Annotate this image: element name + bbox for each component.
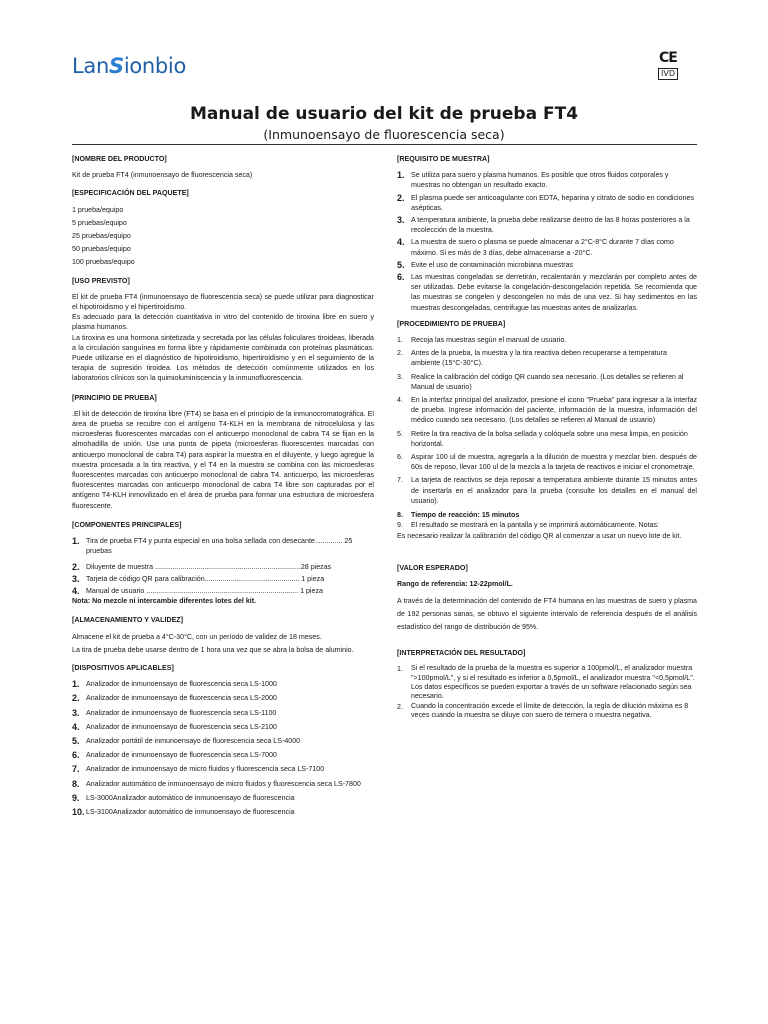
list-item: 8. Tiempo de reacción: 15 minutos [397, 511, 520, 520]
test-procedure-heading: [PROCEDIMIENTO DE PRUEBA] [397, 319, 506, 328]
list-item: 3. Tarjeta de código QR para calibración................................................ 1 pieza [72, 573, 325, 584]
expected-value-heading: [VALOR ESPERADO] [397, 563, 468, 572]
list-item: 6. Las muestras congeladas se derretirán, recalentarán y mezclarán por completo antes de ser utilizadas. Debe evitarse la congelación-descongelación repetida. Se recomienda que las muestras se congelen y descongelen no más de una vez. Si hay sedimentos en las muestras descongeladas, centrifugue las muestras antes de analizarlas. [397, 272, 697, 312]
list-item: 5. Retire la tira reactiva de la bolsa sellada y colóquela sobre una mesa limpia, en posición horizontal. [397, 429, 688, 448]
result-note: Es necesario realizar la calibración del código QR al comenzar a usar un nuevo lote de kit. [397, 531, 682, 540]
list-item: 2. Cuando la concentración excede el límite de detección, la regla de dilución máxima es 8 veces cuando la muestra se diluye con suero de ternera o muestra negativa. [397, 702, 689, 720]
intended-use-paragraph: Es adecuado para la detección cuantitativa in vitro del contenido de tiroxina libre en suero y plasma humanos. [72, 313, 374, 332]
list-item: 3. Analizador de inmunoensayo de fluorescencia seca LS-1100 [72, 707, 277, 718]
list-item: 2. El plasma puede ser anticoagulante con EDTA, heparina y citrato de sodio en condiciones asépticas. [397, 192, 695, 212]
test-principle-paragraph: .El kit de detección de tiroxina libre (FT4) se basa en el principio de la inmunocromatográfica. El área de prueba se recubre con el antígeno T4-KLH en la membrana de nitrocelulosa y las microesferas fluorescentes marcadas con el anticuerpo monoclonal de cabra T4 se fijan en la almohadilla de unión. Use una punta de pipeta (microesferas fluorescentes marcadas con anticuerpo monoclonal de cabra T4) para aspirar la muestra en el diluyente, y luego agregue la muestra procesada a la tira reactiva, y el T4 en la muestra se combina con las microesferas fluorescentes marcadas con anticuerpo monoclonal de cabra T4. anticuerpo, las microesferas fluorescentes marcadas con anticuerpo monoclonal de cabra T4 libre son capturadas por el antígeno T4-KLH inmovilizado en el área de prueba para formar una estructura de microesfera fluorescente. [72, 409, 374, 510]
list-item: 1. Se utiliza para suero y plasma humanos. Es posible que otros fluidos corporales y muestras no obtengan un resultado exacto. [397, 170, 669, 190]
list-item: 6. Aspirar 100 ul de muestra, agregarla a la dilución de muestra y mezclar bien. después de 60s de reposo, llevar 100 ul de la mezcla a la tarjeta de reactivos e iniciar el cronometraje. [397, 453, 697, 472]
result-interpretation-heading: [INTERPRETACIÓN DEL RESULTADO] [397, 649, 526, 658]
ce-mark: CE [659, 50, 677, 66]
list-item: 2. Antes de la prueba, la muestra y la tira reactiva deben recuperarse a temperatura ambiente (15°C-30°C). [397, 349, 667, 368]
intended-use-heading: [USO PREVISTO] [72, 276, 130, 285]
test-procedure-list [397, 335, 697, 530]
list-item: 2. Analizador de inmunoensayo de fluorescencia seca LS-2000 [72, 693, 277, 704]
list-item: 5. Evite el uso de contaminación microbiana muestras [397, 259, 574, 270]
list-item: 1. Analizador de inmunoensayo de fluorescencia seca LS-1000 [72, 679, 277, 690]
product-name-heading: [NOMBRE DEL PRODUCTO] [72, 155, 167, 163]
ivd-mark: IVD [658, 68, 678, 80]
title-divider [72, 144, 697, 145]
list-item: 4. Manual de usuario ............................................................................. 1 pieza [72, 585, 323, 596]
main-components-heading: [COMPONENTES PRINCIPALES] [72, 520, 182, 529]
test-principle-heading: [PRINCIPIO DE PRUEBA] [72, 393, 157, 402]
sample-requirement-heading: [REQUISITO DE MUESTRA] [397, 155, 490, 163]
list-item: 4. Analizador de inmunoensayo de fluorescencia seca LS-2100 [72, 721, 277, 732]
applicable-devices-heading: [DISPOSITIVOS APLICABLES] [72, 663, 174, 672]
product-name-text: Kit de prueba FT4 (inmunoensayo de fluorescencia seca) [72, 171, 253, 180]
document-title: Manual de usuario del kit de prueba FT4 [189, 104, 579, 124]
list-item: 8. Analizador automático de inmunoensayo de micro fluidos y fluorescencia seca LS-7800 [72, 778, 361, 789]
list-item: 3. Realice la calibración del código QR cuando sea necesario. (Los detalles se refieren al Manual de usuario) [397, 372, 684, 391]
intended-use-paragraph: La tiroxina es una hormona sintetizada y secretada por las células foliculares tiroideas, liberada a la circulación sanguínea en forma libre y rápidamente combinada con proteínas plasmáticas. Puede utilizarse en el diagnóstico de hipotiroidismo, hipertiroidismo y en el seguimiento de la terapia de supresión tiroidea. Los métodos de detección comúnmente utilizados en los laboratorios clínicos son la quimioluminiscencia y la inmunofluorescencia. [72, 333, 374, 383]
result-interpretation-list [397, 664, 697, 720]
list-item: 2. Diluyente de muestra ..........................................................................28 piezas [72, 561, 332, 572]
sample-requirement-list [397, 170, 697, 313]
components-note: Nota: No mezcle ni intercambie diferentes lotes del kit. [72, 597, 257, 606]
storage-paragraph: Almacene el kit de prueba a 4°C-30°C, con un período de validez de 18 meses. [72, 632, 322, 641]
list-item: 7. La tarjeta de reactivos se deja reposar a temperatura ambiente durante 15 minutos antes de insertarla en el analizador para la prueba (consulte los detalles en el manual del usuario). [397, 476, 697, 505]
storage-heading: [ALMACENAMIENTO Y VALIDEZ] [72, 616, 184, 625]
storage-paragraph: La tira de prueba debe usarse dentro de 1 hora una vez que se abra la bolsa de aluminio. [72, 645, 354, 654]
package-spec-item: 25 pruebas/equipo [72, 232, 131, 241]
package-spec-item: 50 pruebas/equipo [72, 245, 131, 254]
document-subtitle: (Inmunoensayo de fluorescencia seca) [263, 127, 505, 142]
list-item: 1. Recoja las muestras según el manual de usuario. [397, 336, 567, 345]
devices-list [72, 679, 374, 817]
list-item: 5. Analizador portátil de inmunoensayo de fluorescencia seca LS-4000 [72, 735, 301, 746]
list-item: 7. Analizador de inmunoensayo de micro fluidos y fluorescencia seca LS-7100 [72, 764, 325, 775]
list-item: 6. Analizador de inmunoensayo de fluorescencia seca LS-7000 [72, 750, 277, 761]
package-spec-item: 100 pruebas/equipo [72, 258, 135, 267]
list-item: 10. LS-3100Analizador automático de inmunoensayo de fluorescencia [72, 806, 295, 817]
package-spec-item: 5 pruebas/equipo [72, 218, 127, 227]
list-item: 1. Tira de prueba FT4 y punta especial en una bolsa sellada con desecante.............. 25 pruebas [72, 536, 353, 556]
components-list [72, 536, 374, 596]
intended-use-paragraph: El kit de prueba FT4 (inmunoensayo de fluorescencia seca) se puede utilizar para diagnosticar el hipotiroidismo y el hipertiroidismo. [72, 292, 374, 312]
list-item: 3. A temperatura ambiente, la prueba debe realizarse dentro de las 8 horas posteriores a la recolección de la muestra. [397, 215, 690, 235]
list-item: 1. Si el resultado de la prueba de la muestra es superior a 100pmol/L, el analizador muestra ">100pmol/L", y si el resultado es inferior a 0,5pmol/L, el analizador muestra "<0,5pmol/L". Los datos específicos se pueden exportar a través de un software relacionado según sea necesario. [397, 664, 695, 700]
right-column [397, 148, 697, 723]
package-spec-item: 1 prueba/equipo [72, 205, 124, 214]
list-item: 4. La muestra de suero o plasma se puede almacenar a 2°C-8°C durante 7 días como máximo. Si es más de 3 días, debe almacenarse a -20°C. [397, 237, 674, 257]
expected-value-paragraph: A través de la determinación del contenido de FT4 humana en las muestras de suero y plasma de 192 personas sanas, se obtuvo el siguiente intervalo de referencia después de el análisis estadístico del rango de distribución de 95%. [397, 597, 697, 632]
reference-range: Rango de referencia: 12-22pmol/L. [397, 579, 513, 588]
left-column [72, 148, 374, 819]
list-item: 9. El resultado se mostrará en la pantalla y se imprimirá automáticamente. Notas: [397, 521, 659, 530]
list-item: 9. LS-3000Analizador automático de inmunoensayo de fluorescencia [72, 792, 295, 803]
brand-logo: LanSionbio [72, 54, 187, 78]
package-spec-heading: [ESPECIFICACIÓN DEL PAQUETE] [72, 189, 189, 198]
list-item: 4. En la interfaz principal del analizador, presione el icono "Prueba" para ingresar a la interfaz de prueba. Ingrese información del paciente, información de la muestra, información del médico cuando sea necesario. (Los detalles se refieren al Manual de usuario) [397, 396, 697, 425]
